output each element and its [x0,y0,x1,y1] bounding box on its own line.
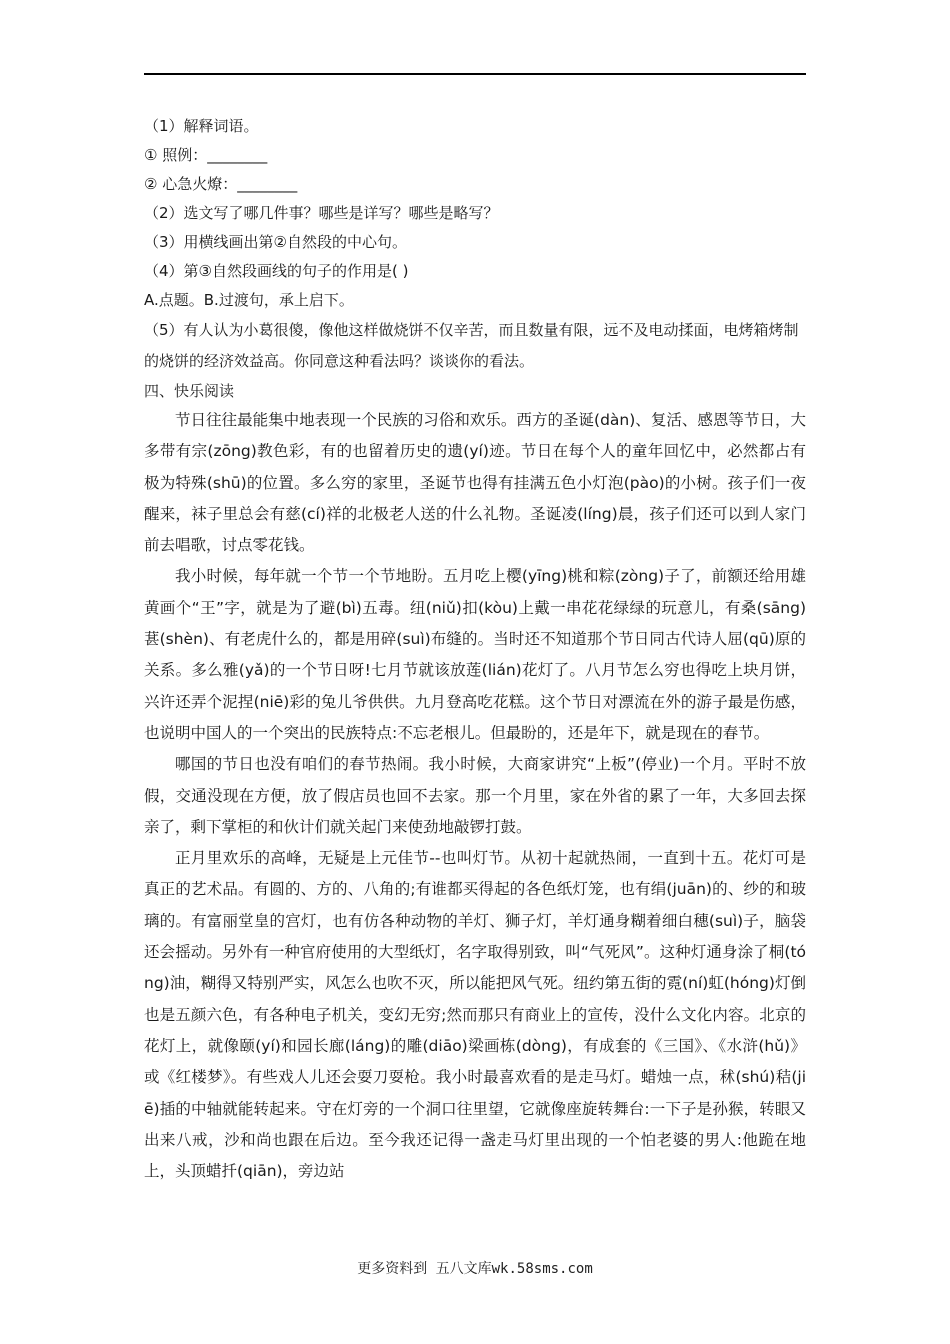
passage-paragraph-2: 我小时候，每年就一个节一个节地盼。五月吃上樱(yīng)桃和粽(zòng)子了，前额还给用雄黄画个“王”字，就是为了避(bì)五毒。纽(niǔ)扣(kòu)上戴一串花花绿绿的玩意儿，有桑(sāng)葚(shèn)、有老虎什么的，都是用碎(suì)布缝的。当时还不知道那个节日同古代诗人屈(qū)原的关系。多么雅(yǎ)的一个节日呀!七月节就该放莲(lián)花灯了。八月节怎么穷也得吃上块月饼，兴许还弄个泥捏(niē)彩的兔儿爷供供。九月登高吃花糕。这个节日对漂流在外的游子最是伤感，也说明中国人的一个突出的民族特点:不忘老根儿。但最盼的，还是年下，就是现在的春节。 [144,567,806,742]
passage-paragraph-4: 正月里欢乐的高峰，无疑是上元佳节--也叫灯节。从初十起就热闹，一直到十五。花灯可是真正的艺术品。有圆的、方的、八角的;有谁都买得起的各色纸灯笼，也有绢(juān)的、纱的和玻璃的。有富丽堂皇的宫灯，也有仿各种动物的羊灯、狮子灯，羊灯通身糊着细白穗(suì)子，脑袋还会摇动。另外有一种官府使用的大型纸灯，名字取得别致，叫“气死风”。这种灯通身涂了桐(tóng)油，糊得又特别严实，风怎么也吹不灭，所以能把风气死。纽约第五街的霓(ní)虹(hóng)灯倒也是五颜六色，有各种电子机关，变幻无穷;然而那只有商业上的宣传，没什么文化内容。北京的花灯上，就像颐(yí)和园长廊(láng)的雕(diāo)梁画栋(dòng)，有成套的《三国》、《水浒(hǔ)》或《红楼梦》。有些戏人儿还会耍刀耍枪。我小时最喜欢看的是走马灯。蜡烛一点，秫(shú)秸(jiē)插的中轴就能转起来。守在灯旁的一个洞口往里望，它就像座旋转舞台:一下子是孙猴，转眼又出来八戒，沙和尚也跟在后边。至今我还记得一盏走马灯里出现的一个怕老婆的男人:他跪在地上，头顶蜡扦(qiān)，旁边站 [144,849,806,1181]
passage-paragraph-1: 节日往往最能集中地表现一个民族的习俗和欢乐。西方的圣诞(dàn)、复活、感恩等节日，大多带有宗(zōng)教色彩，有的也留着历史的遗(yí)迹。节日在每个人的童年回忆中，必然都占有极为特殊(shū)的位置。多么穷的家里，圣诞节也得有挂满五色小灯泡(pào)的小树。孩子们一夜醒来，袜子里总会有慈(cí)祥的北极老人送的什么礼物。圣诞凌(líng)晨，孩子们还可以到人家门前去唱歌，讨点零花钱。 [144,411,806,555]
question-5: （5）有人认为小葛很傻，像他这样做烧饼不仅辛苦，而且数量有限，远不及电动揉面，电烤箱烤制的烧饼的经济效益高。你同意这种看法吗？谈谈你的看法。 [144,321,799,370]
page-footer: 更多资料到 五八文库wk.58sms.com [357,1261,593,1277]
document-body [144,112,806,1187]
question-4: （4）第③自然段画线的句子的作用是( ) [144,262,409,280]
passage-paragraph-3: 哪国的节日也没有咱们的春节热闹。我小时候，大商家讲究“上板”(停业)一个月。平时不放假，交通没现在方便，放了假店员也回不去家。那一个月里，家在外省的累了一年，大多回去探亲了，剩下掌柜的和伙计们就关起门来使劲地敲锣打鼓。 [144,755,806,836]
question-1-title: （1）解释词语。 [144,117,259,135]
question-1-item-a: ① 照例：________ [144,146,268,164]
question-2: （2）选文写了哪几件事？哪些是详写？哪些是略写？ [144,204,499,222]
question-1-item-b: ② 心急火燎：________ [144,175,298,193]
header-rule [144,73,806,75]
section-title: 四、快乐阅读 [144,382,235,400]
question-4-options: A.点题。B.过渡句，承上启下。 [144,291,354,309]
question-3: （3）用横线画出第②自然段的中心句。 [144,233,407,251]
